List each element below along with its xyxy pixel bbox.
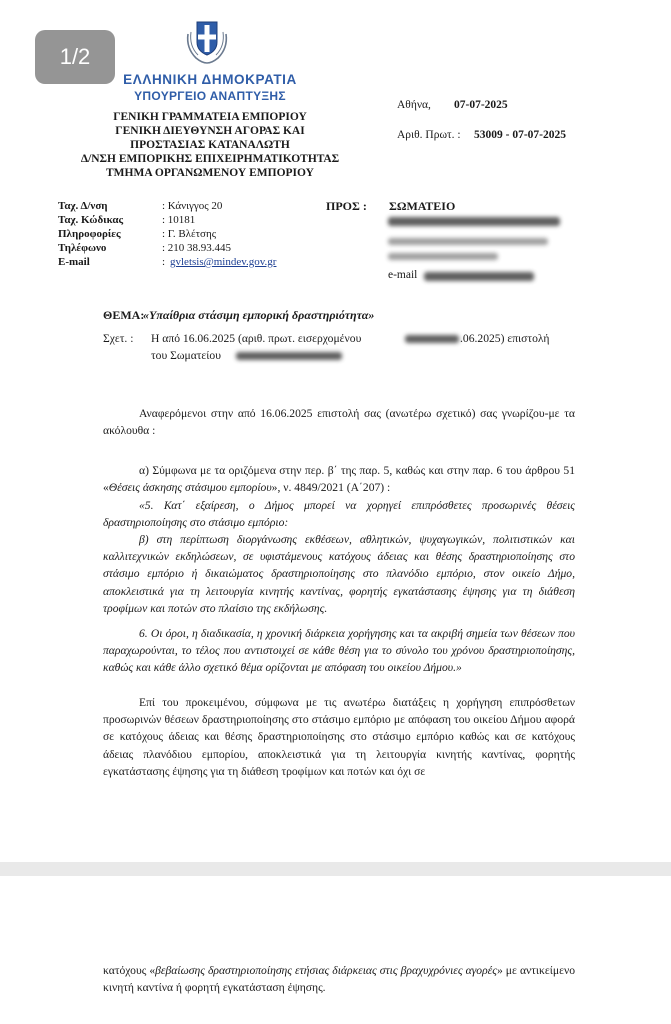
quote-paragraph-6: 6. Οι όροι, η διαδικασία, η χρονική διάρκεια χορήγησης και τα ακριβή σημεία των θέσεων που παραχωρούνται, το τέλος που αντιστοιχεί σε κάθε θέση για το σύνολο του χρόνου δραστηριοποίησης, καθώς και κάθε άλλο σχετικό θέμα ορίζονται με απόφαση του οικείου Δήμου.» xyxy=(103,627,575,675)
email-colon: : xyxy=(162,256,166,268)
recipient-name: ΣΩΜΑΤΕΙΟ xyxy=(389,199,456,213)
email-label: E-mail xyxy=(58,256,90,268)
place-label: Αθήνα, xyxy=(397,99,431,111)
reference-label: Σχετ. : xyxy=(103,332,134,345)
dept-line-2: ΓΕΝΙΚΗ ΔΙΕΥΘΥΝΣΗ ΑΓΟΡΑΣ ΚΑΙ xyxy=(115,125,305,137)
dept-line-3: ΠΡΟΣΤΑΣΙΑΣ ΚΑΤΑΝΑΛΩΤΗ xyxy=(130,139,290,151)
info-label: Πληροφορίες xyxy=(58,228,121,240)
greek-coat-of-arms-icon xyxy=(184,18,230,64)
page2-paragraph xyxy=(103,962,575,996)
redacted-address-line xyxy=(388,238,548,245)
phone-label: Τηλέφωνο xyxy=(58,242,107,254)
dept-line-5: ΤΜΗΜΑ ΟΡΓΑΝΩΜΕΝΟΥ ΕΜΠΟΡΙΟΥ xyxy=(106,167,314,179)
alpha-article-title: Θέσεις άσκησης στάσιμου εμπορίου xyxy=(108,481,272,495)
ministry-title: ΥΠΟΥΡΓΕΙΟ ΑΝΑΠΤΥΞΗΣ xyxy=(134,89,286,103)
intro-paragraph: Αναφερόμενοι στην από 16.06.2025 επιστολή σας (ανωτέρω σχετικό) σας γνωρίζου-με τα ακόλουθα : xyxy=(103,407,575,438)
reference-line-1b: .06.2025) επιστολή xyxy=(460,332,550,345)
reference-line-1a: Η από 16.06.2025 (αριθ. πρωτ. εισερχομένου xyxy=(151,332,362,345)
alpha-text-a: α) Σύμφωνα με τα οριζόμενα στην περ. β΄ της παρ. 5, καθώς και στην παρ. 6 του άρθρου 51 « xyxy=(103,464,575,495)
address-value: : Κάνιγγος 20 xyxy=(162,200,223,212)
dept-line-4: Δ/ΝΣΗ ΕΜΠΟΡΙΚΗΣ ΕΠΙΧΕΙΡΗΜΑΤΙΚΟΤΗΤΑΣ xyxy=(80,153,340,165)
zip-value: : 10181 xyxy=(162,214,196,226)
republic-title: ΕΛΛΗΝΙΚΗ ΔΗΜΟΚΡΑΤΙΑ xyxy=(123,72,297,87)
page2-certificate-title: βεβαίωσης δραστηριοποίησης ετήσιας διάρκειας στις βραχυχρόνιες αγορές xyxy=(155,964,497,977)
redacted-association-name xyxy=(236,352,342,360)
page2-text-a: κατόχους « xyxy=(103,964,156,977)
redacted-recipient-email xyxy=(424,272,534,281)
document-page-2 xyxy=(0,876,671,1024)
info-value: : Γ. Βλέτσης xyxy=(162,228,217,240)
alpha-paragraph xyxy=(103,462,575,496)
quote-paragraph-5: «5. Κατ΄ εξαίρεση, ο Δήμος μπορεί να χορηγεί επιπρόσθετες προσωρινές θέσεις δραστηριοποίησης στο στάσιμο εμπόριο: xyxy=(103,499,575,530)
subject-text: «Υπαίθρια στάσιμη εμπορική δραστηριότητα» xyxy=(143,308,375,322)
zip-label: Ταχ. Κώδικας xyxy=(58,214,124,226)
redacted-address-line-2 xyxy=(388,253,498,260)
redacted-recipient-line xyxy=(388,217,560,226)
protocol-number: 53009 - 07-07-2025 xyxy=(474,129,566,141)
address-label: Ταχ. Δ/νση xyxy=(58,200,108,212)
conclusion-paragraph: Επί του προκειμένου, σύμφωνα με τις ανωτέρω διατάξεις η χορήγηση επιπρόσθετων προσωρινών θέσεων δραστηριοποίησης στο στάσιμο εμπόριο με απόφαση του οικείου Δήμου αφορά σε κατόχους άδειας και θέσης δραστηριοποίησης στο στάσιμο εμπόριο καθώς και σε κατόχους άδειας πλανόδιου εμπορίου, αποκλειστικά για τη λειτουργία κινητής καντίνας, φορητής εγκατάστασης έψησης για τη διάθεση τροφίμων και ποτών και όχι σε xyxy=(103,696,575,778)
recipient-email-label: e-mail xyxy=(388,269,418,281)
phone-value: : 210 38.93.445 xyxy=(162,242,232,254)
reference-line-2: του Σωματείου xyxy=(151,349,221,362)
document-date: 07-07-2025 xyxy=(454,99,508,111)
page-counter-badge: 1/2 xyxy=(35,30,115,84)
quote-paragraph-b: β) στη περίπτωση διοργάνωσης εκθέσεων, αθλητικών, ψυχαγωγικών, πολιτιστικών και καλλιτεχνικών εκδηλώσεων, σε υφιστάμενους κατόχους άδειας και θέσης δραστηριοποίησης στο στάσιμο εμπόριο ή δικαιώματος δραστηριοποίησης στο πλανόδιο εμπόριο, στον οικείο Δήμο, αποκλειστικά για τη λειτουργία κινητής καντίνας, φορητής εγκατάστασης έψησης για τη διάθεση τροφίμων και ποτών στο πλαίσιο της εκδήλωσης. xyxy=(103,533,575,615)
redacted-protocol xyxy=(405,335,459,343)
subject-label: ΘΕΜΑ: xyxy=(103,308,145,322)
page2-text-b: » με αντικείμενο κινητή καντίνα ή φορητή εγκατάσταση έψησης. xyxy=(103,964,575,995)
protocol-label: Αριθ. Πρωτ. : xyxy=(397,129,461,141)
to-label: ΠΡΟΣ : xyxy=(326,199,367,213)
email-link[interactable]: gvletsis@mindev.gov.gr xyxy=(170,256,277,268)
alpha-text-b: », ν. 4849/2021 (Α΄207) : xyxy=(271,481,391,495)
page-separator xyxy=(0,862,671,876)
dept-line-1: ΓΕΝΙΚΗ ΓΡΑΜΜΑΤΕΙΑ ΕΜΠΟΡΙΟΥ xyxy=(113,111,307,123)
